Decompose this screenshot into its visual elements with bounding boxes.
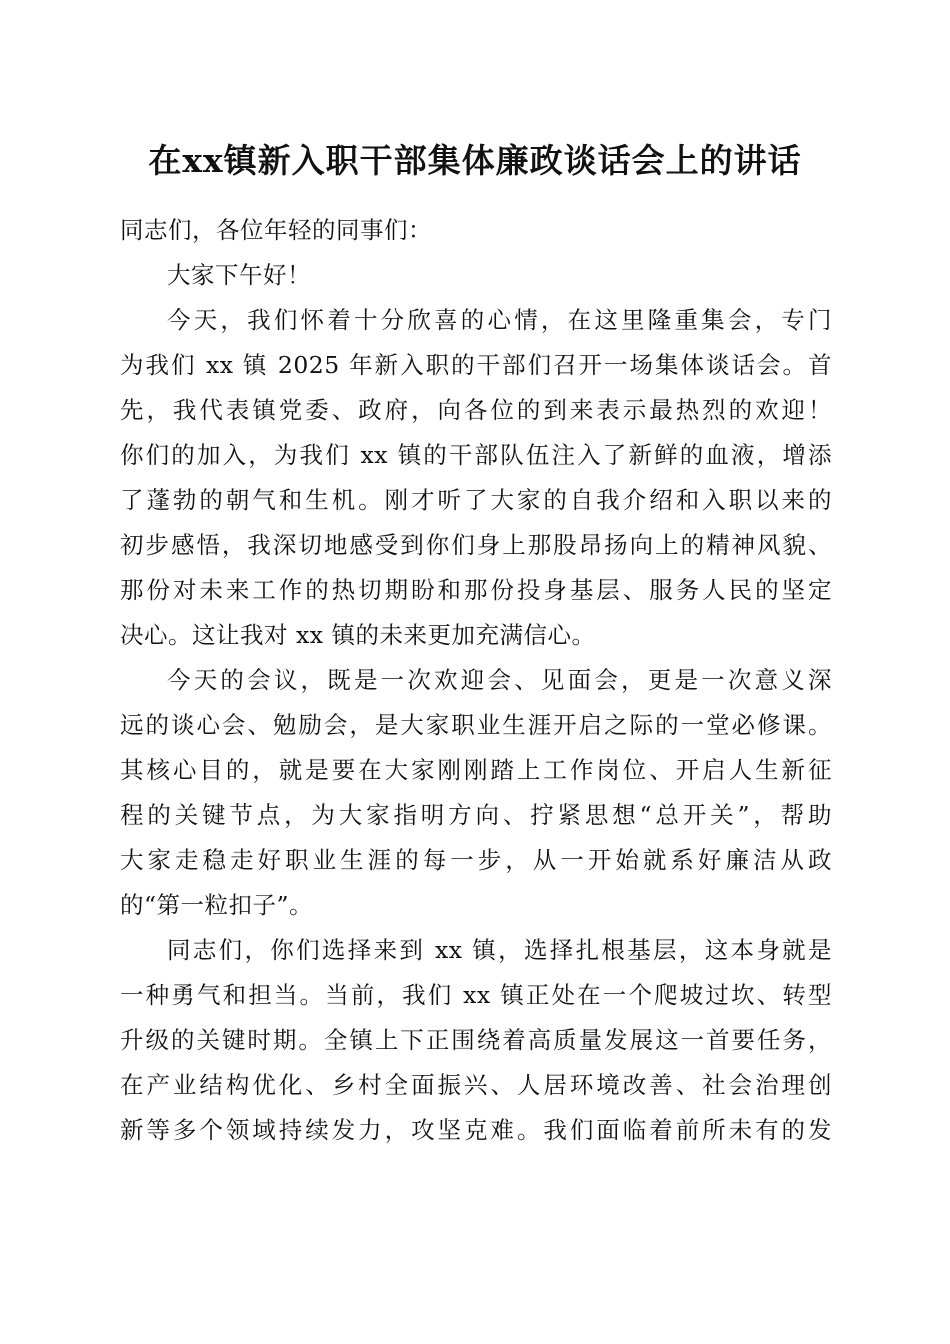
paragraph-3-line: 新等多个领域持续发力，攻坚克难。我们面临着前所未有的发 — [120, 1116, 832, 1144]
document-title: 在xx镇新入职干部集体廉政谈话会上的讲话 — [148, 141, 802, 180]
document-body — [120, 208, 832, 1153]
paragraph-1-line: 那份对未来工作的热切期盼和那份投身基层、服务人民的坚定 — [120, 576, 832, 604]
paragraph-3-line: 在产业结构优化、乡村全面振兴、人居环境改善、社会治理创 — [120, 1071, 832, 1099]
paragraph-1-line: 今天，我们怀着十分欣喜的心情，在这里隆重集会，专门 — [167, 306, 832, 334]
salutation-line: 同志们，各位年轻的同事们： — [120, 216, 432, 244]
paragraph-3-line: 升级的关键时期。全镇上下正围绕着高质量发展这一首要任务， — [120, 1026, 832, 1054]
paragraph-2-line: 程的关键节点，为大家指明方向、拧紧思想“总开关”，帮助 — [120, 801, 832, 829]
paragraph-3-line: 一种勇气和担当。当前，我们 xx 镇正处在一个爬坡过坎、转型 — [120, 981, 832, 1009]
paragraph-2-line: 其核心目的，就是要在大家刚刚踏上工作岗位、开启人生新征 — [120, 756, 832, 784]
paragraph-2-line: 今天的会议，既是一次欢迎会、见面会，更是一次意义深 — [167, 666, 832, 694]
paragraph-1-line: 为我们 xx 镇 2025 年新入职的干部们召开一场集体谈话会。首 — [120, 351, 832, 379]
paragraph-1-line: 初步感悟，我深切地感受到你们身上那股昂扬向上的精神风貌、 — [120, 531, 832, 559]
paragraph-3-line: 同志们，你们选择来到 xx 镇，选择扎根基层，这本身就是 — [167, 936, 832, 964]
paragraph-2-line: 的“第一粒扣子”。 — [120, 891, 314, 919]
paragraph-1-line: 决心。这让我对 xx 镇的未来更加充满信心。 — [120, 621, 596, 649]
paragraph-2-line: 远的谈心会、勉励会，是大家职业生涯开启之际的一堂必修课。 — [120, 711, 832, 739]
paragraph-2-line: 大家走稳走好职业生涯的每一步，从一开始就系好廉洁从政 — [120, 846, 832, 874]
paragraph-1-line: 你们的加入，为我们 xx 镇的干部队伍注入了新鲜的血液，增添 — [120, 441, 832, 469]
greeting-line: 大家下午好！ — [167, 261, 311, 289]
paragraph-1-line: 先，我代表镇党委、政府，向各位的到来表示最热烈的欢迎！ — [120, 396, 832, 424]
paragraph-1-line: 了蓬勃的朝气和生机。刚才听了大家的自我介绍和入职以来的 — [120, 486, 832, 514]
